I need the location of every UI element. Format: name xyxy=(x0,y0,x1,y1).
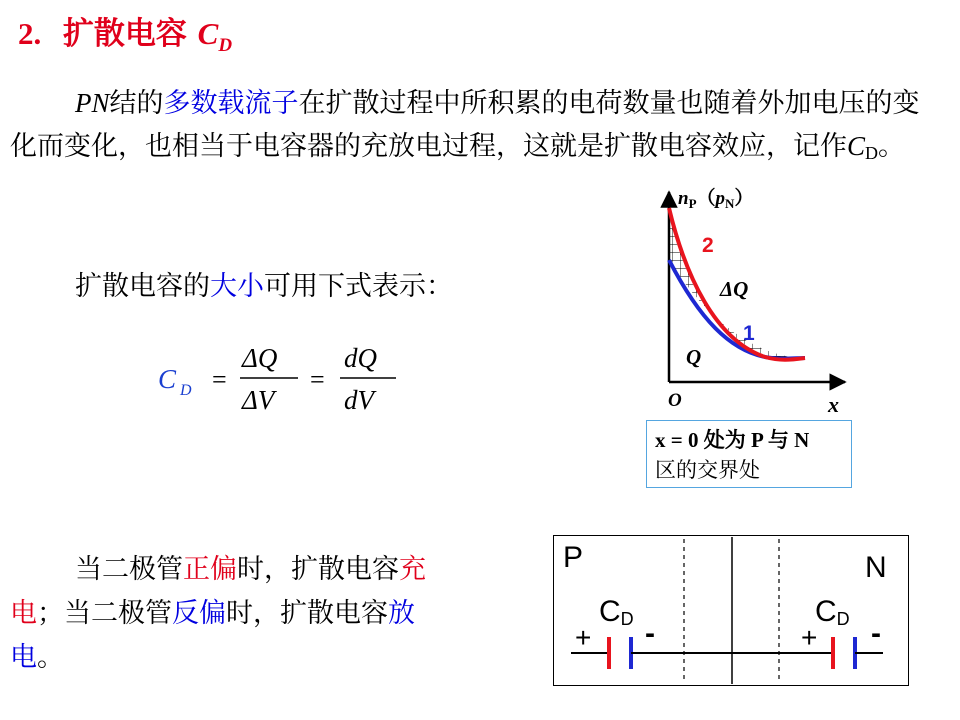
cd-right-label: CD xyxy=(815,595,850,629)
formula xyxy=(150,335,410,425)
para2-text-2: 可用下式表示： xyxy=(264,271,453,302)
formula-lhs: C xyxy=(158,364,177,394)
paragraph-bias xyxy=(10,548,465,680)
pn-text: PN xyxy=(75,88,110,118)
para3-text-3: ；当二极管 xyxy=(37,598,172,629)
carrier-concentration-graph xyxy=(640,180,860,420)
cd-left-plus: + xyxy=(575,622,592,653)
formula-num-1: ΔQ xyxy=(242,343,278,373)
page-title xyxy=(18,8,232,57)
para1-end: 。 xyxy=(878,131,906,162)
q-label: Q xyxy=(686,345,702,369)
formula-den-1: ΔV xyxy=(242,385,275,415)
para1-text-2: 在扩散过程中所积累的电荷数量也随着外加电压的变化而变化，也相当于电容器的充放电过程，这就是扩散电容效应，记作 xyxy=(10,88,920,162)
highlight-discharge: 放电 xyxy=(10,598,415,673)
cd-left-label: CD xyxy=(599,595,634,629)
formula-lhs-sub: D xyxy=(180,382,192,399)
n-region-label: N xyxy=(865,551,887,584)
para3-text-5: 容 xyxy=(361,598,388,629)
curve-2-label: 2 xyxy=(702,234,714,257)
para2-text-1: 扩散电容的 xyxy=(75,271,210,302)
curve-1-label: 1 xyxy=(743,322,755,345)
diode-diagram-drawing xyxy=(553,535,909,686)
y-axis-label: $n_P(p_N)$ xyxy=(678,188,754,211)
note-line-2: 区的交界处 xyxy=(655,458,760,482)
formula-num-2: dQ xyxy=(344,343,377,373)
p-region-label: P xyxy=(563,541,584,574)
note-line-1: x = 0 处为 P 与 N xyxy=(655,428,810,452)
para3-end: 。 xyxy=(37,642,64,673)
x-axis-label: x xyxy=(828,392,839,417)
highlight-forward-bias: 正偏 xyxy=(183,554,237,585)
note-box xyxy=(646,420,852,488)
paragraph-definition xyxy=(10,82,945,174)
delta-q-label: ΔQ xyxy=(720,277,749,301)
highlight-size: 大小 xyxy=(210,271,264,302)
formula-eq-1: = xyxy=(212,365,227,394)
highlight-charge: 充电 xyxy=(10,554,426,629)
cd-left-minus: - xyxy=(645,617,655,650)
highlight-reverse-bias: 反偏 xyxy=(172,598,226,629)
title-text: 扩散电容 xyxy=(62,16,187,52)
para3-text-4: 时，扩散电 xyxy=(226,598,361,629)
cd-symbol: $C_D$ xyxy=(847,131,879,163)
cd-right-plus: + xyxy=(801,622,818,653)
origin-label: O xyxy=(668,390,682,411)
highlight-majority-carriers: 多数载流子 xyxy=(163,88,299,119)
formula-den-2: dV xyxy=(344,385,374,415)
para3-text-2: 时，扩散电容 xyxy=(237,554,399,585)
para1-text-1: 结的 xyxy=(109,88,164,119)
title-symbol: $C_D$ xyxy=(197,16,233,57)
paragraph-formula-intro xyxy=(75,264,453,303)
para3-text-1: 当二极管 xyxy=(75,554,183,585)
title-number: 2. xyxy=(18,16,42,51)
cd-right-minus: - xyxy=(871,617,881,650)
formula-eq-2: = xyxy=(310,365,325,394)
